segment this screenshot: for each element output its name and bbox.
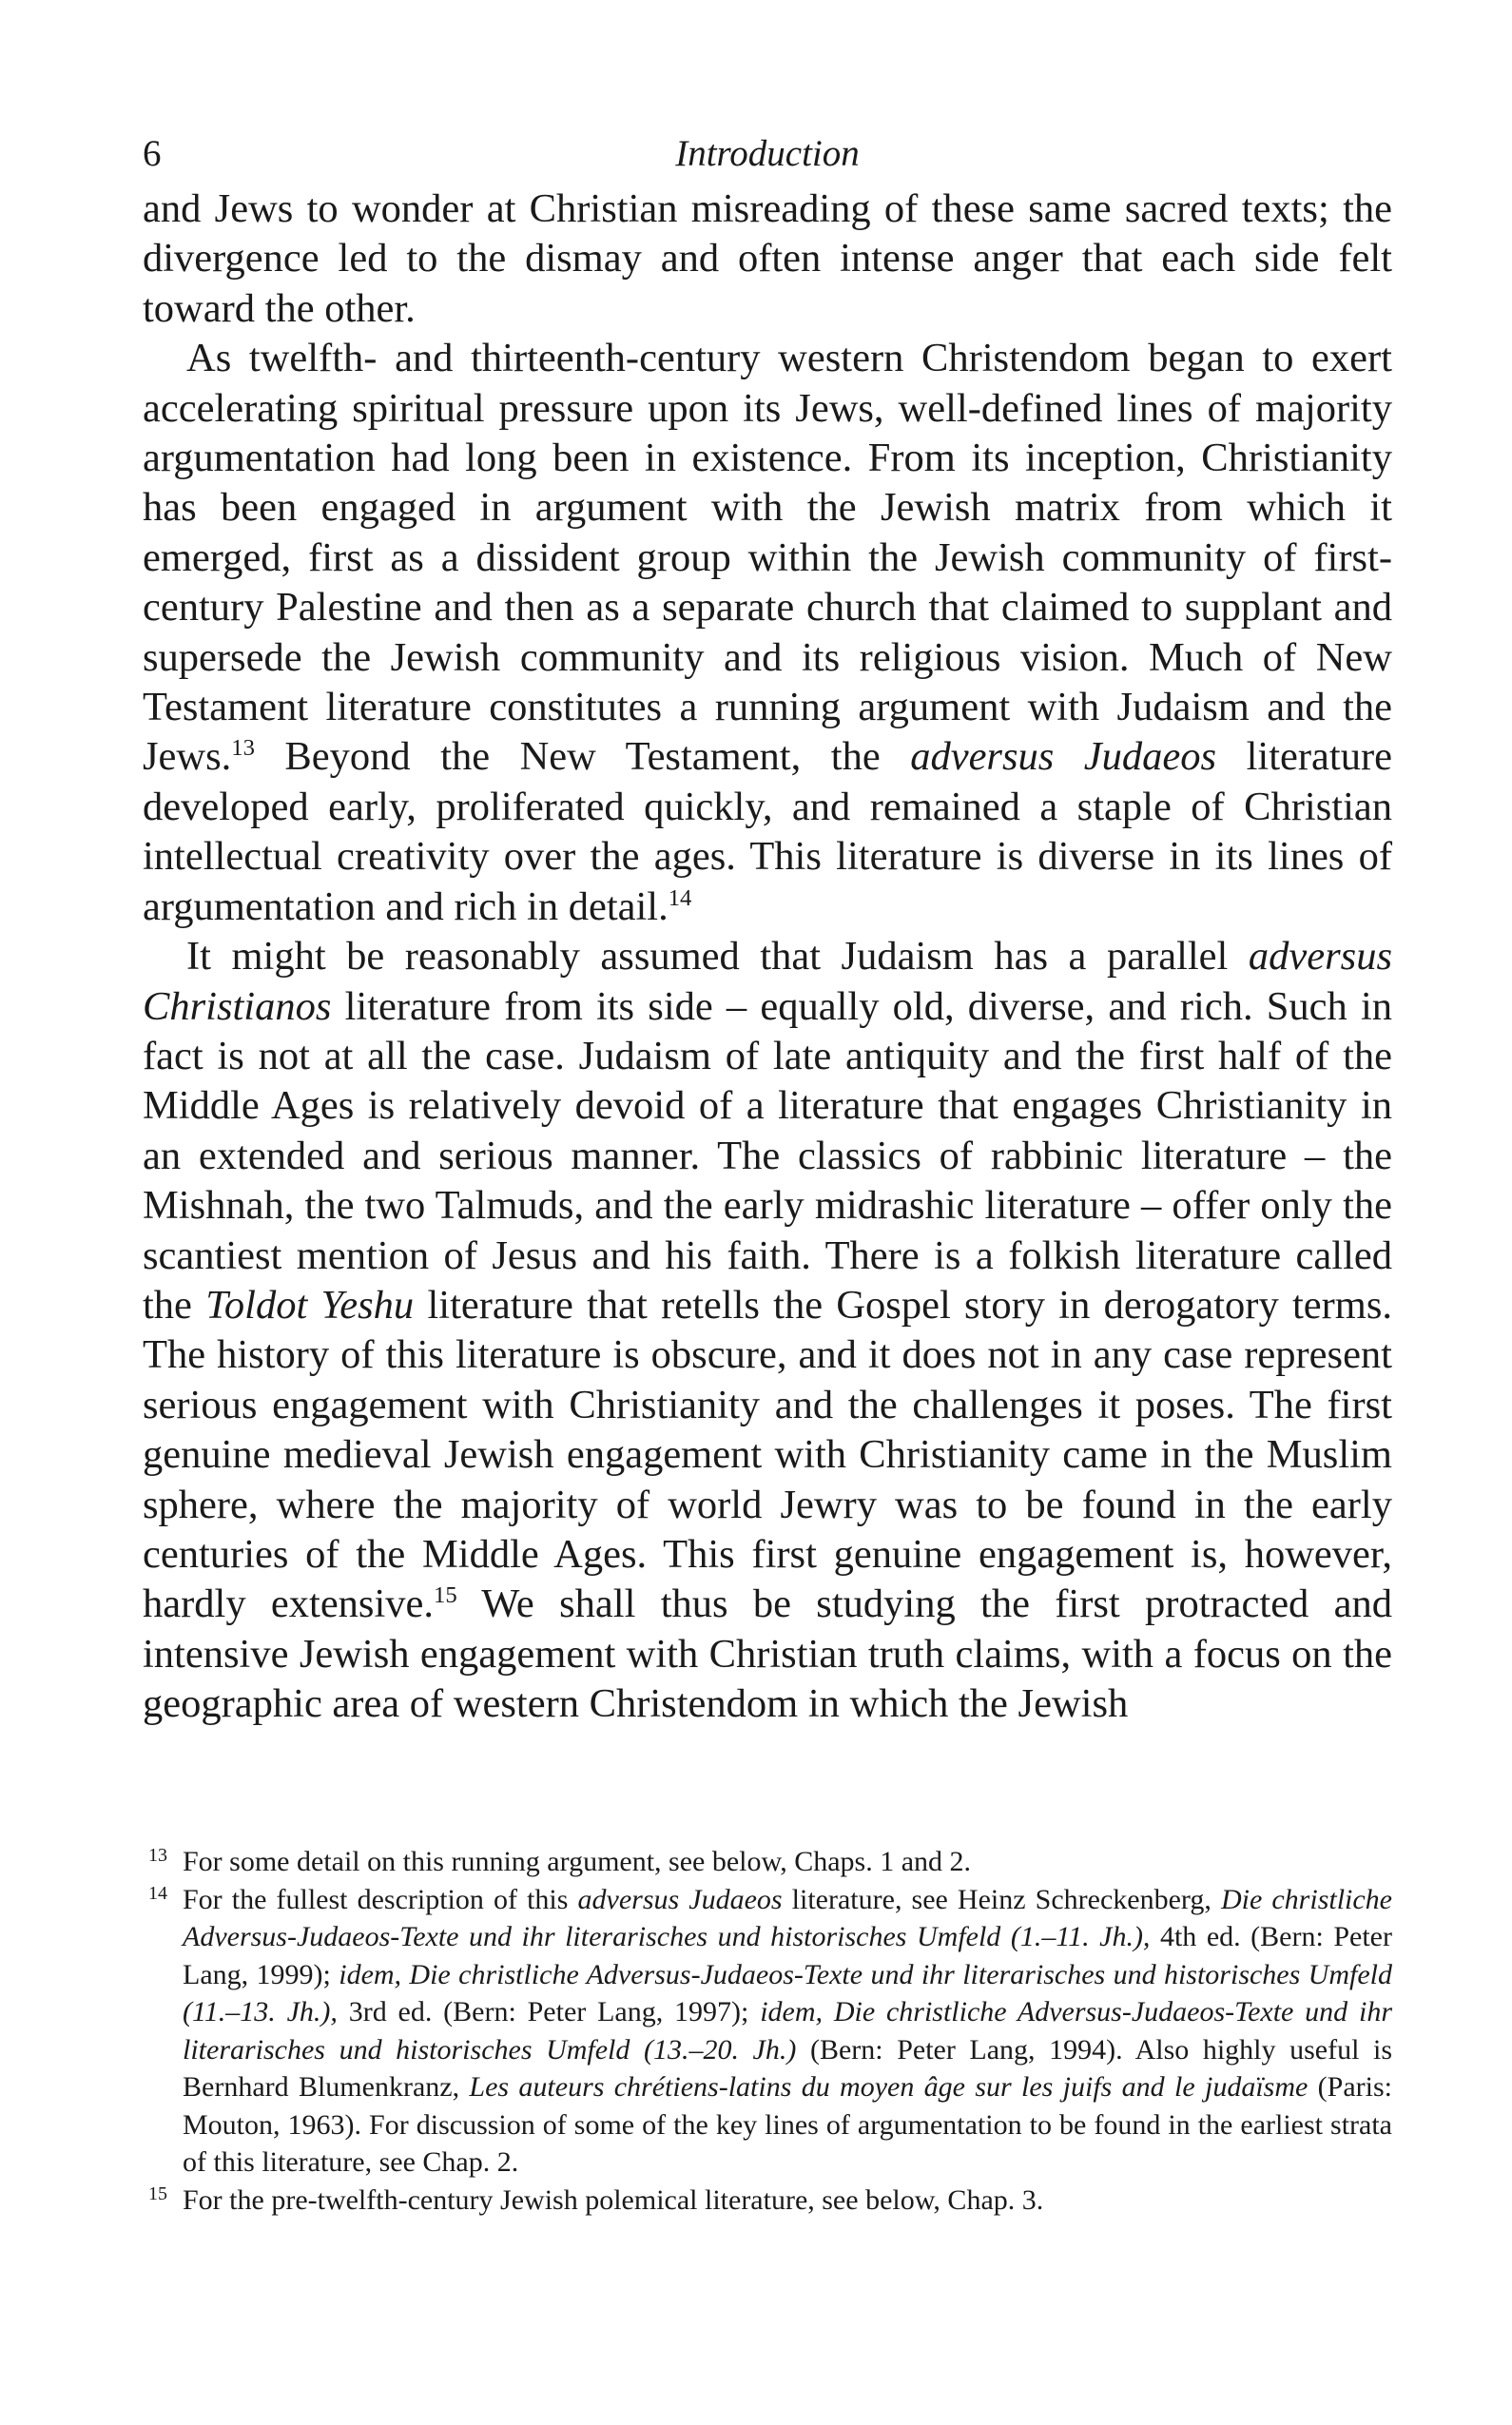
footnote-italic: idem, Die christliche Adversus-Judaeos-Texte und ihr literarisches und historisches Umfeld (13.–20. Jh.) — [183, 1996, 1392, 2066]
footnote-text: 3rd ed. (Bern: Peter Lang, 1997); — [337, 1996, 761, 2027]
footnote-italic: Die christliche Adversus-Judaeos-Texte und ihr literarisches und historisches Umfeld (1.–11. Jh.), — [183, 1883, 1392, 1952]
footnote-text: For the fullest description of this — [183, 1883, 578, 1915]
paragraph-2-text-c: literature developed early, proliferated quickly, and remained a staple of Christian intellectual creativity over the ages. This literature is diverse in its lines of argumentation and rich in detail. — [143, 734, 1392, 929]
footnote-text: For some detail on this running argument, see below, Chaps. 1 and 2. — [183, 1846, 972, 1877]
footnote-italic: Les auteurs chrétiens-latins du moyen âge sur les juifs and le judaïsme — [469, 2071, 1308, 2103]
footnote-14 — [143, 1881, 1392, 2182]
paragraph-3 — [143, 932, 1392, 1730]
paragraph-1 — [143, 184, 1392, 334]
footnote-text: 4th ed. (Bern: Peter Lang, 1999); — [183, 1921, 1392, 1990]
paragraph-2-italic-term: adversus Judaeos — [910, 734, 1217, 780]
footnote-ref-14[interactable]: 14 — [668, 884, 692, 911]
paragraph-2 — [143, 334, 1392, 932]
footnote-italic: adversus Judaeos — [577, 1883, 783, 1915]
footnote-ref-15[interactable]: 15 — [434, 1582, 457, 1609]
paragraph-2-text-a: As twelfth- and thirteenth-century western Christendom began to exert accelerating spiritual pressure upon its Jews, well-defined lines of majority argumentation had long been in existence. From its inception, Christianity has been engaged in argument with the Jewish matrix from which it emerged, first as a dissident group within the Jewish community of first-century Palestine and then as a separate church that claimed to supplant and supersede the Jewish community and its religious vision. Much of New Testament literature constitutes a running argument with Judaism and the Jews. — [143, 336, 1392, 780]
footnote-text: For the pre-twelfth-century Jewish polemical literature, see below, Chap. 3. — [183, 2183, 1044, 2216]
footnote-number: 15 — [148, 2182, 167, 2204]
body-text — [143, 184, 1392, 1730]
paragraph-3-text-c: literature that retells the Gospel story in derogatory terms. The history of this literature is obscure, and it does not in any case represent serious engagement with Christianity and the challenges it poses. The first genuine medieval Jewish engagement with Christianity came in the Muslim sphere, where the majority of world Jewry was to be found in the early centuries of the Middle Ages. This first genuine engagement is, however, hardly extensive. — [143, 1282, 1392, 1627]
footnote-text: (Bern: Peter Lang, 1994). Also highly useful is Bernhard Blumenkranz, — [183, 2033, 1392, 2103]
footnote-ref-13[interactable]: 13 — [231, 735, 255, 762]
footnote-text: (Paris: Mouton, 1963). For discussion of some of the key lines of argumentation to be found in the earliest strata of this literature, see Chap. 2. — [183, 2071, 1392, 2178]
footnote-13 — [143, 1843, 1392, 1881]
running-head — [143, 131, 1392, 184]
footnote-number: 14 — [148, 1882, 167, 1904]
paragraph-2-text-b: Beyond the New Testament, the — [254, 734, 911, 780]
book-page — [143, 131, 1392, 1730]
paragraph-3-italic-term-a: adversus Christianos — [143, 934, 1392, 1029]
paragraph-3-text-b: literature from its side – equally old, diverse, and rich. Such in fact is not at all the case. Judaism of late antiquity and the first half of the Middle Ages is relatively devoid of a literature that engages Christianity in an extended and serious manner. The classics of rabbinic literature – the Mishnah, the two Talmuds, and the early midrashic literature – offer only the scantiest mention of Jesus and his faith. There is a folkish literature called the — [143, 983, 1392, 1328]
footnote-15 — [143, 2182, 1392, 2220]
paragraph-3-italic-term-b: Toldot Yeshu — [205, 1282, 415, 1328]
footnote-text: literature, see Heinz Schreckenberg, — [782, 1883, 1221, 1915]
section-title: Introduction — [675, 133, 860, 174]
paragraph-3-text-a: It might be reasonably assumed that Judaism has a parallel — [186, 934, 1249, 980]
paragraph-3-text-d: We shall thus be studying the first protracted and intensive Jewish engagement with Christian truth claims, with a focus on the geographic area of western Christendom in which the Jewish — [143, 1581, 1392, 1727]
footnote-italic: idem, Die christliche Adversus-Judaeos-Texte und ihr literarisches und historisches Umfeld (11.–13. Jh.), — [183, 1958, 1392, 2027]
page-number: 6 — [143, 133, 162, 174]
footnote-number: 13 — [148, 1845, 167, 1866]
paragraph-1-text: and Jews to wonder at Christian misreading of these same sacred texts; the divergence led to the dismay and often intense anger that each side felt toward the other. — [143, 186, 1392, 331]
footnotes — [143, 1843, 1392, 2219]
